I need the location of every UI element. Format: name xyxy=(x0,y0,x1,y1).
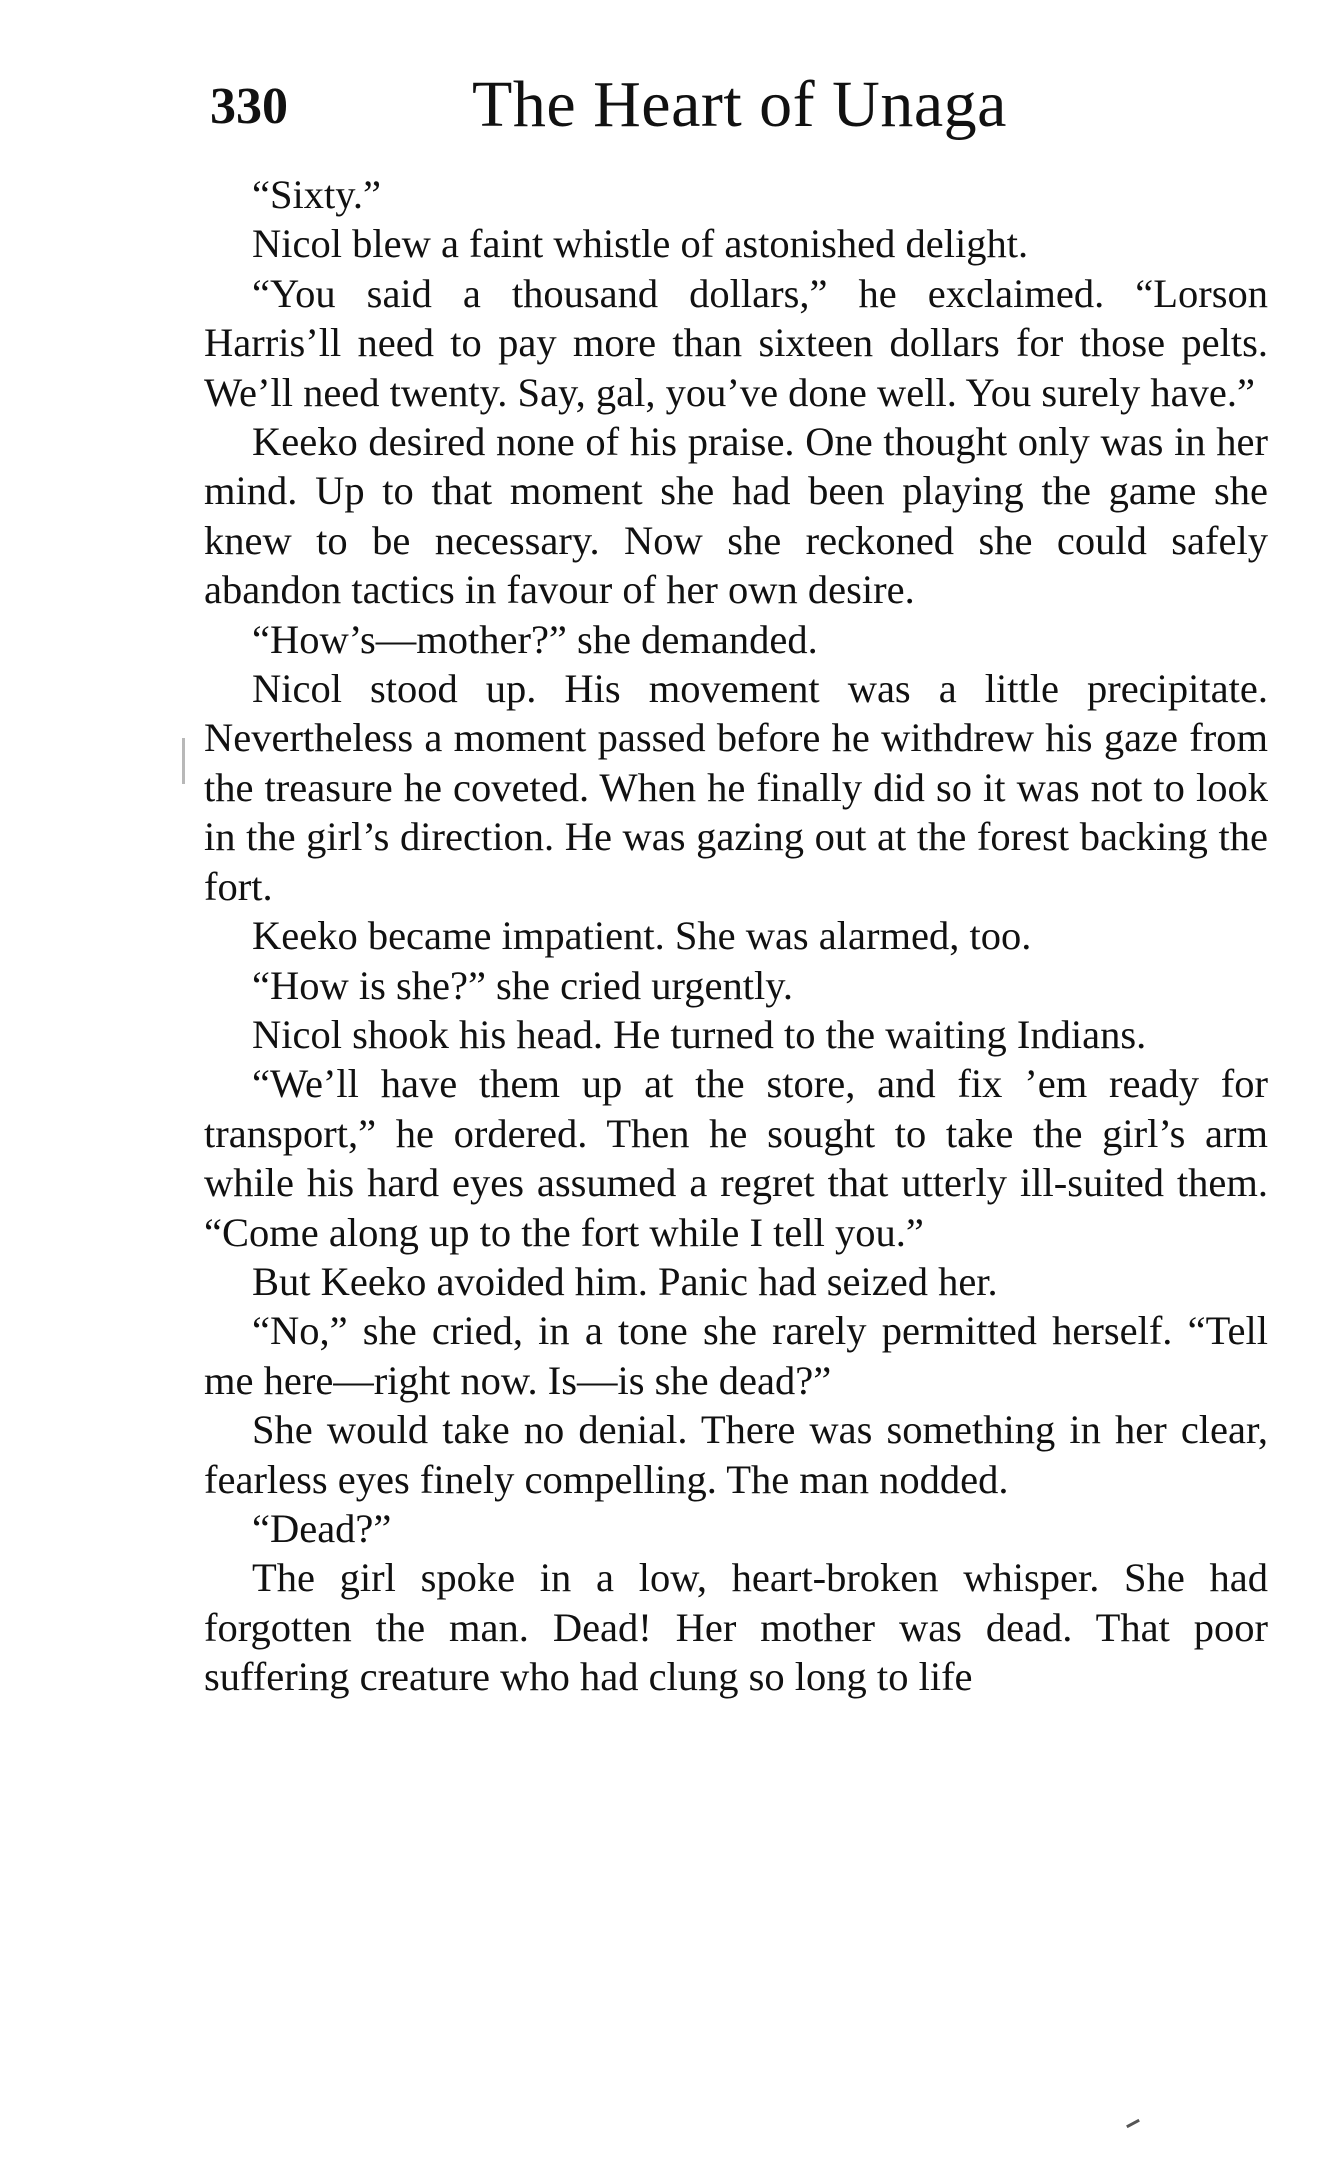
paragraph: Keeko desired none of his praise. One thought only was in her mind. Up to that moment she had been playing the game she knew to be necessary. Now she reckoned she could safely abandon tactics in favour of her own desire. xyxy=(204,419,1268,613)
paragraph: “We’ll have them up at the store, and fix ’em ready for transport,” he ordered. Then he sought to take the girl’s arm while his hard eyes assumed a regret that utterly ill-suited them. “Come along up to the fort while I tell you.” xyxy=(204,1061,1268,1255)
paragraph: Nicol shook his head. He turned to the waiting Indians. xyxy=(252,1011,1147,1057)
paragraph: “Sixty.” xyxy=(252,172,381,217)
paragraph: She would take no denial. There was something in her clear, fearless eyes finely compelling. The man nodded. xyxy=(204,1407,1268,1502)
page-number: 330 xyxy=(210,78,288,135)
paragraph: The girl spoke in a low, heart-broken whisper. She had forgotten the man. Dead! Her mother was dead. That poor suffering creature who had clung so long to life xyxy=(204,1555,1268,1700)
paragraph: “How’s—mother?” she demanded. xyxy=(252,616,818,662)
paragraph: “You said a thousand dollars,” he exclaimed. “Lorson Harris’ll need to pay more than sixteen dollars for those pelts. We’ll need twenty. Say, gal, you’ve done well. You surely have.” xyxy=(204,270,1268,415)
paragraph: “Dead?” xyxy=(252,1505,392,1551)
paragraph: “No,” she cried, in a tone she rarely permitted herself. “Tell me here—right now. Is—is she dead?” xyxy=(204,1308,1268,1403)
scan-mark xyxy=(1126,2119,1140,2128)
body-text xyxy=(204,170,1268,1702)
scan-mark xyxy=(182,738,185,784)
paragraph: Nicol stood up. His movement was a little precipitate. Nevertheless a moment passed before he withdrew his gaze from the treasure he coveted. When he finally did so it was not to look in the girl’s direction. He was gazing out at the forest backing the fort. xyxy=(204,666,1268,909)
paragraph: Nicol blew a faint whistle of astonished delight. xyxy=(252,221,1029,267)
page-header xyxy=(210,60,1270,150)
paragraph: “How is she?” she cried urgently. xyxy=(252,962,793,1008)
paragraph: Keeko became impatient. She was alarmed, too. xyxy=(252,913,1032,959)
running-title: The Heart of Unaga xyxy=(472,68,1007,141)
paragraph: But Keeko avoided him. Panic had seized her. xyxy=(252,1258,998,1304)
